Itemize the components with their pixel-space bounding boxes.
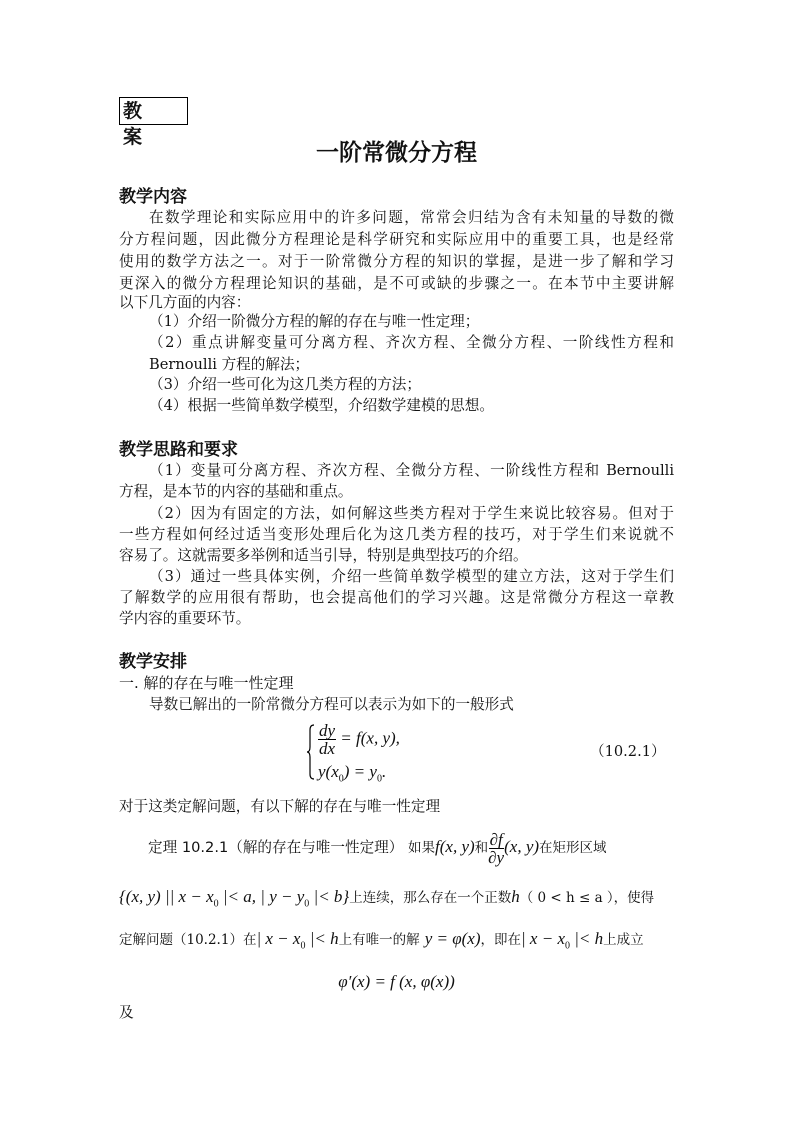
paragraph-line: 对于这类定解问题，有以下解的存在与唯一性定理 bbox=[119, 798, 441, 815]
partial-fraction bbox=[488, 831, 504, 866]
text: 上有唯一的解 bbox=[338, 932, 420, 948]
ic-sub: 0 bbox=[338, 773, 344, 785]
denominator: ∂y bbox=[488, 847, 505, 867]
paragraph-line: 方程，是本节的内容的基础和重点。 bbox=[119, 483, 353, 500]
domain-set: {(x, y) || $x - x_0$ |< a, | $y - y_0$ |< b} bbox=[119, 887, 350, 910]
subsection-heading: 一. 解的存在与唯一性定理 bbox=[119, 674, 294, 692]
text: 和 bbox=[474, 840, 489, 856]
math: |< h bbox=[305, 929, 339, 948]
paragraph-line: 以下几方面的内容： bbox=[119, 294, 251, 311]
theorem-line-3: 定解问题（10.2.1）在| $x - x_0$ |< h上有唯一的解 y = φ(x)，即在| $x - x_0$ |< h上成立 bbox=[119, 929, 644, 952]
ic-mid: ) = y bbox=[343, 762, 377, 781]
denominator: dx bbox=[319, 739, 336, 758]
ic-end: . bbox=[381, 762, 387, 781]
math: | x − x bbox=[256, 929, 301, 948]
initial-condition bbox=[318, 762, 386, 784]
solution: y = φ(x) bbox=[424, 929, 481, 948]
math: {(x, y) || x − x bbox=[119, 887, 214, 906]
text: 在矩形区域 bbox=[539, 840, 607, 856]
section-heading-approach: 教学思路和要求 bbox=[119, 440, 238, 460]
paragraph-line: 及 bbox=[119, 1004, 134, 1021]
math: |< b} bbox=[309, 887, 350, 906]
page-title: 一阶常微分方程 bbox=[316, 140, 477, 166]
numerator: ∂f bbox=[489, 829, 503, 849]
theorem-line-2 bbox=[119, 886, 654, 915]
ode-rhs: = f(x, y), bbox=[340, 728, 400, 748]
equation-label: （10.2.1） bbox=[590, 743, 666, 760]
text: 如果 bbox=[408, 840, 436, 856]
paragraph-line: 容易了。这就需要多举例和适当引导，特别是典型技巧的介绍。 bbox=[119, 547, 528, 564]
math-args: (x, y) bbox=[504, 837, 540, 856]
paragraph-line: （3）通过一些具体实例，介绍一些简单数学模型的建立方法，这对于学生们 bbox=[149, 568, 674, 585]
ode-line bbox=[318, 722, 400, 757]
math: |< h bbox=[570, 929, 604, 948]
paragraph-line: 分方程问题，因此微分方程理论是科学研究和实际应用中的重要工具，也是经常 bbox=[119, 231, 674, 248]
paragraph-line: 导数已解出的一阶常微分方程可以表示为如下的一般形式 bbox=[149, 696, 514, 713]
paragraph-line: （1）变量可分离方程、齐次方程、全微分方程、一阶线性方程和 Bernoulli bbox=[149, 462, 674, 479]
ic-lhs: y(x bbox=[318, 762, 339, 781]
math-f: f(x, y) bbox=[435, 837, 475, 856]
numerator: dy bbox=[319, 721, 336, 740]
list-item: （2）重点讲解变量可分离方程、齐次方程、全微分方程、一阶线性方程和 bbox=[149, 334, 674, 351]
math: |< a, | y − y bbox=[218, 887, 305, 906]
section-heading-arrangement: 教学安排 bbox=[119, 652, 187, 672]
section-heading-content: 教学内容 bbox=[119, 187, 187, 207]
list-item: （3）介绍一些可化为这几类方程的方法； bbox=[149, 376, 421, 393]
ode-identity: φ′(x) = f (x, φ(x)) bbox=[338, 972, 455, 991]
text: 定解问题（10.2.1）在 bbox=[119, 932, 257, 948]
text: 上连续，那么存在一个正数 bbox=[349, 890, 512, 906]
theorem-line-1 bbox=[148, 828, 607, 867]
paragraph-line: 更深入的微分方程理论知识的基础，是不可或缺的步骤之一。在本节中主要讲解 bbox=[119, 275, 674, 292]
ic-sub2: 0 bbox=[376, 773, 382, 785]
paragraph-line: 在数学理论和实际应用中的许多问题，常常会归结为含有未知量的导数的微 bbox=[149, 209, 674, 226]
math-h: h bbox=[511, 887, 520, 906]
paragraph-line: 使用的数学方法之一。对于一阶常微分方程的知识的掌握，是进一步了解和学习 bbox=[119, 253, 674, 270]
list-item-continuation: Bernoulli 方程的解法； bbox=[149, 356, 310, 373]
paragraph-line: （2）因为有固定的方法，如何解这些类方程对于学生来说比较容易。但对于 bbox=[149, 505, 674, 522]
theorem-title: 定理 10.2.1（解的存在与唯一性定理） bbox=[148, 839, 404, 856]
text: ，即在 bbox=[480, 932, 521, 948]
paragraph-line: 一些方程如何经过适当变形处理后化为这几类方程的技巧，对于学生们来说就不 bbox=[119, 526, 674, 543]
list-item: （1）介绍一阶微分方程的解的存在与唯一性定理； bbox=[149, 313, 480, 330]
left-brace-icon bbox=[306, 724, 316, 780]
math: | x − x bbox=[521, 929, 565, 948]
paragraph-line: 了解数学的应用很有帮助，也会提高他们的学习兴趣。这是常微分方程这一章教 bbox=[119, 589, 674, 606]
text: 上成立 bbox=[603, 932, 644, 948]
derivative-fraction bbox=[318, 722, 336, 757]
list-item: （4）根据一些简单数学模型，介绍数学建模的思想。 bbox=[149, 397, 494, 414]
document-type-box: 教案 bbox=[119, 97, 188, 125]
condition: （ 0 < h ≤ a ），使得 bbox=[519, 890, 655, 906]
paragraph-line: 学内容的重要环节。 bbox=[119, 610, 251, 627]
